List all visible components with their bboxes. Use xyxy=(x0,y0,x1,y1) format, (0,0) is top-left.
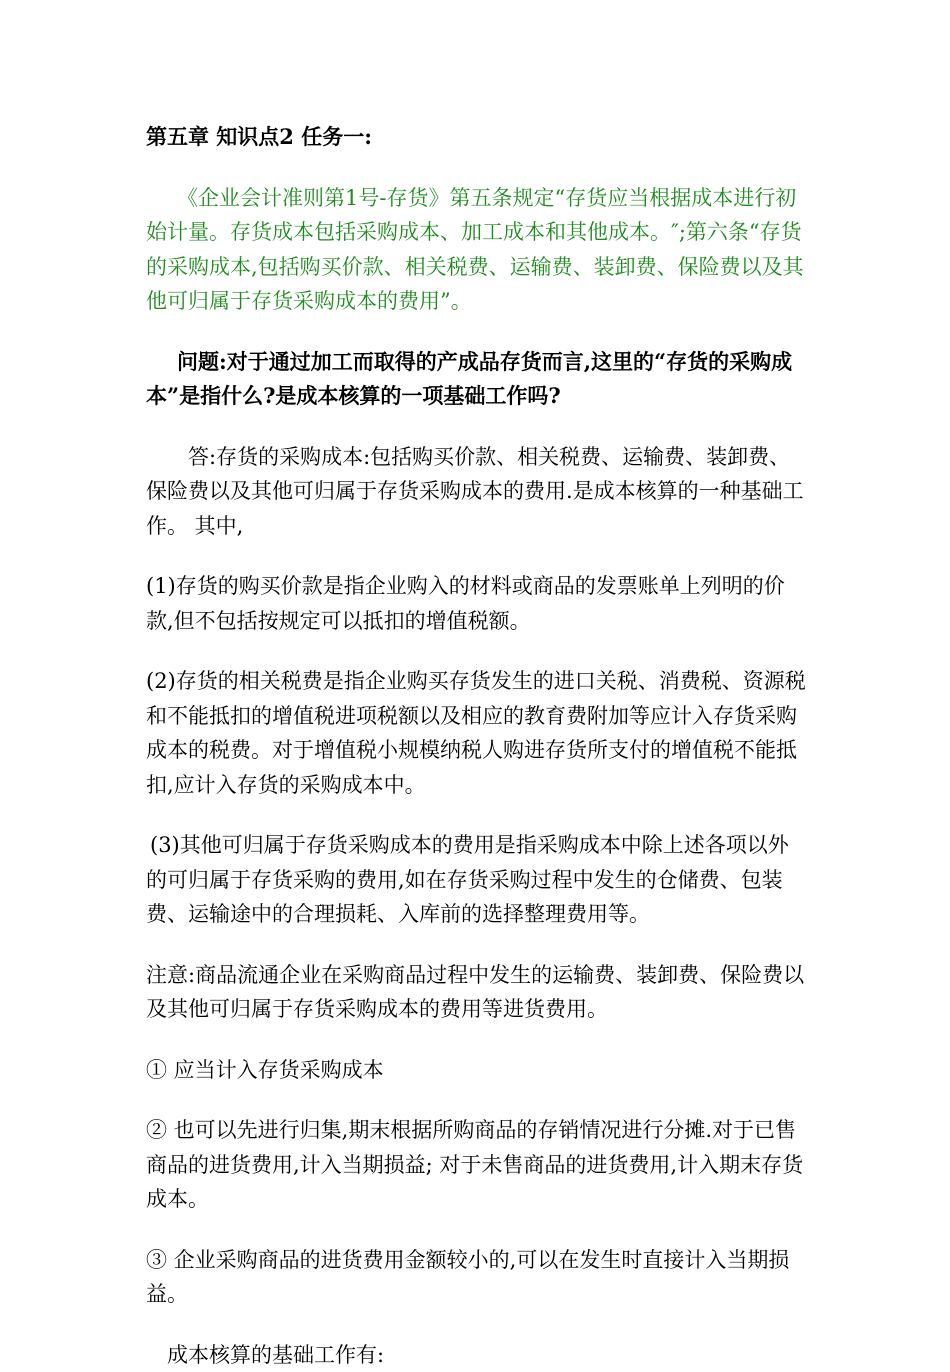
item-other-costs: (3)其他可归属于存货采购成本的费用是指采购成本中除上述各项以外的可归属于存货采购的费用,如在存货采购过程中发生的仓储费、包装费、运输途中的合理损耗、入库前的选择整理费用等。 xyxy=(146,828,806,932)
option-2: ② 也可以先进行归集,期末根据所购商品的存销情况进行分摊.对于已售商品的进货费用,计入当期损益; 对于未售商品的进货费用,计入期末存货成本。 xyxy=(146,1113,806,1217)
section-heading: 第五章 知识点2 任务一: xyxy=(146,120,806,155)
option-1: ① 应当计入存货采购成本 xyxy=(146,1053,806,1088)
closing-text: 成本核算的基础工作有: xyxy=(146,1338,806,1372)
item-related-taxes: (2)存货的相关税费是指企业购买存货发生的进口关税、消费税、资源税和不能抵扣的增值税进项税额以及相应的教育费附加等应计入存货采购成本的税费。对于增值税小规模纳税人购进存货所支付的增值税不能抵扣,应计入存货的采购成本中。 xyxy=(146,664,806,802)
note-text: 注意:商品流通企业在采购商品过程中发生的运输费、装卸费、保险费以及其他可归属于存货采购成本的费用等进货费用。 xyxy=(146,958,806,1027)
item-purchase-price: (1)存货的购买价款是指企业购入的材料或商品的发票账单上列明的价款,但不包括按规定可以抵扣的增值税额。 xyxy=(146,569,806,638)
standard-quote: 《企业会计准则第1号-存货》第五条规定“存货应当根据成本进行初始计量。存货成本包括采购成本、加工成本和其他成本。″;第六条“存货的采购成本,包括购买价款、相关税费、运输费、装卸费、保险费以及其他可归属于存货采购成本的费用”。 xyxy=(146,181,806,319)
option-3: ③ 企业采购商品的进货费用金额较小的,可以在发生时直接计入当期损益。 xyxy=(146,1243,806,1312)
answer-text: 答:存货的采购成本:包括购买价款、相关税费、运输费、装卸费、保险费以及其他可归属于存货采购成本的费用.是成本核算的一种基础工作。 其中, xyxy=(146,440,806,544)
question-text: 问题:对于通过加工而取得的产成品存货而言,这里的“存货的采购成本”是指什么?是成本核算的一项基础工作吗? xyxy=(146,345,806,414)
document-page xyxy=(146,120,806,1372)
